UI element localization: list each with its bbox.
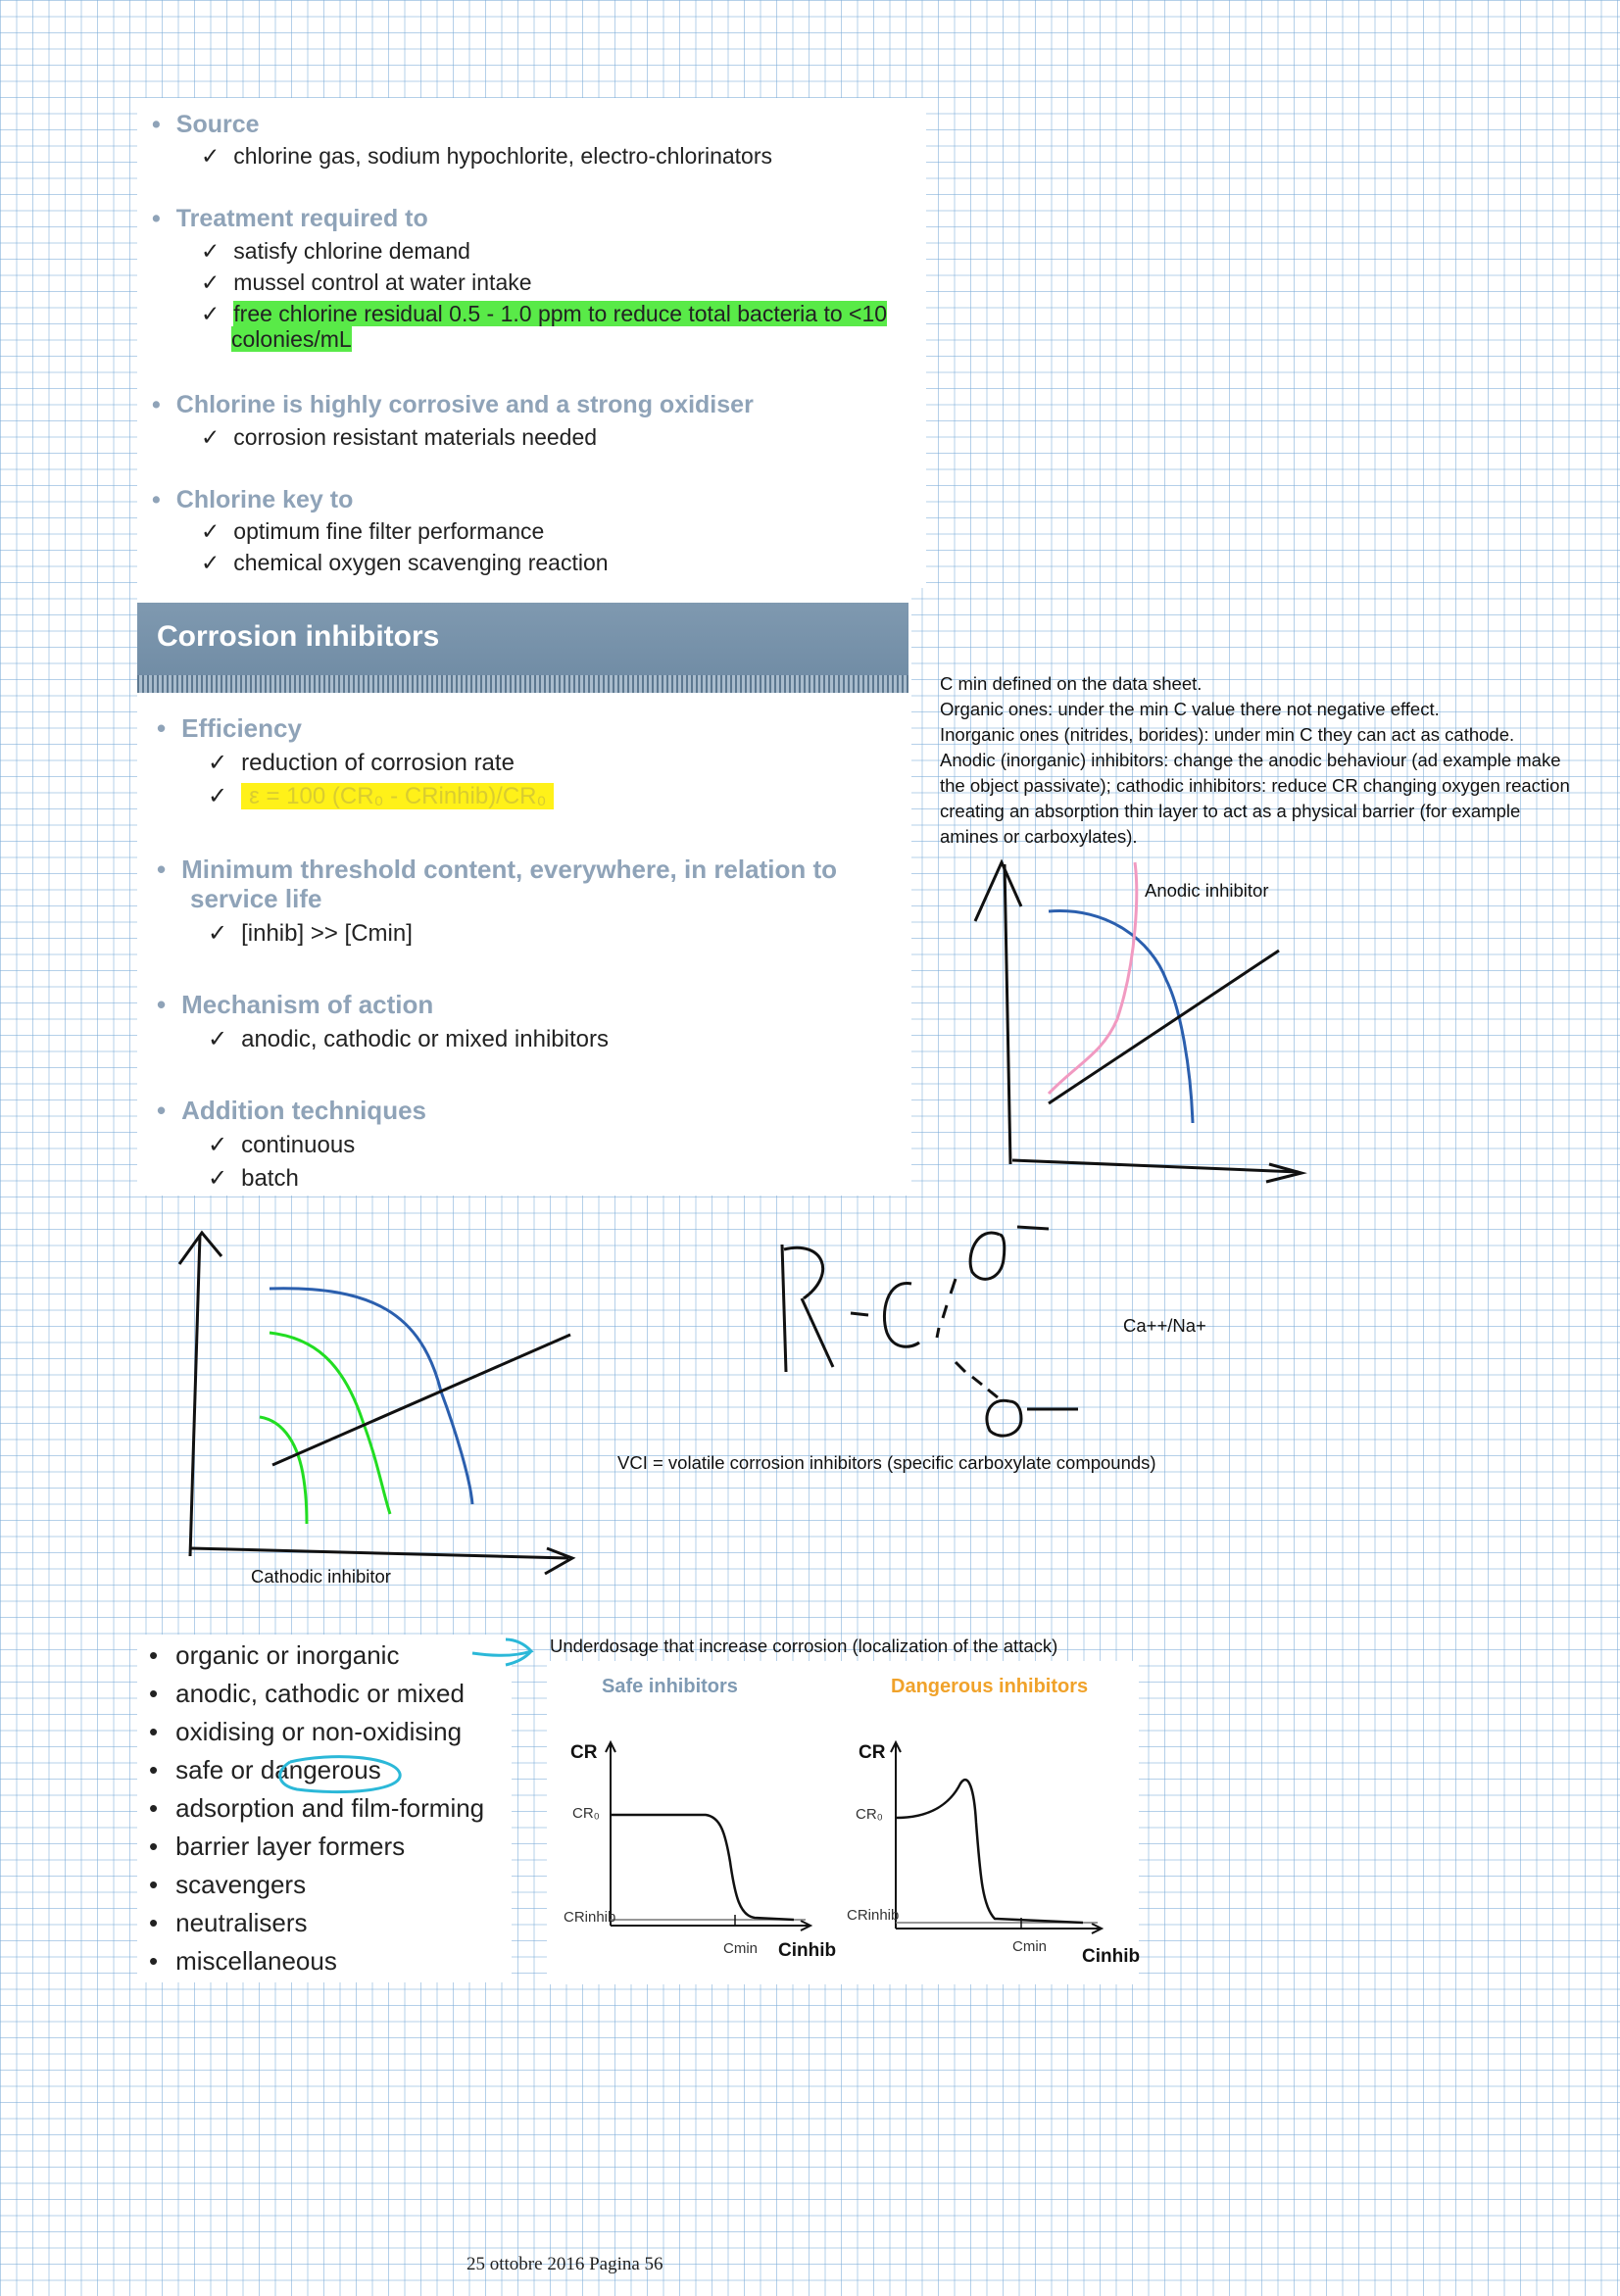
note-line: Inorganic ones (nitrides, borides): under min C they can act as cathode. bbox=[940, 724, 1515, 745]
note-line: the object passivate); cathodic inhibitors: reduce CR changing oxygen reaction bbox=[940, 775, 1570, 796]
cmin-label: Cmin bbox=[1012, 1938, 1048, 1955]
y-axis bbox=[1005, 864, 1010, 1164]
note-line: Anodic (inorganic) inhibitors: change the anodic behaviour (ad example make bbox=[940, 750, 1561, 770]
list-item: • oxidising or non-oxidising bbox=[149, 1717, 463, 1746]
check-item: ✓ [inhib] >> [Cmin] bbox=[208, 920, 413, 947]
cyan-arrow-scribble bbox=[470, 1632, 549, 1671]
check-icon: ✓ bbox=[201, 269, 221, 295]
section-title: • Chlorine key to bbox=[152, 486, 354, 513]
check-icon: ✓ bbox=[208, 783, 228, 809]
check-icon: ✓ bbox=[208, 750, 228, 776]
vci-note: VCI = volatile corrosion inhibitors (specific carboxylate compounds) bbox=[617, 1452, 1156, 1473]
list-item: • safe or dangerous bbox=[149, 1755, 381, 1784]
list-item: • anodic, cathodic or mixed bbox=[149, 1679, 465, 1708]
green-curve-outer bbox=[270, 1333, 390, 1514]
cathodic-inhibitor-label: Cathodic inhibitor bbox=[251, 1566, 391, 1587]
check-item: ✓ chlorine gas, sodium hypochlorite, electro-chlorinators bbox=[201, 143, 772, 169]
anodic-blue-curve bbox=[1049, 911, 1193, 1123]
green-curve-inner bbox=[260, 1417, 307, 1524]
list-item: • miscellaneous bbox=[149, 1946, 337, 1976]
banner-stripes bbox=[137, 675, 908, 693]
notes-block bbox=[940, 671, 1570, 850]
check-icon: ✓ bbox=[201, 143, 221, 169]
check-item: ✓ anodic, cathodic or mixed inhibitors bbox=[208, 1026, 609, 1052]
cr0-label: CR₀ bbox=[856, 1806, 883, 1823]
crinhib-label: CRinhib bbox=[847, 1907, 900, 1924]
banner-corrosion-inhibitors bbox=[137, 603, 908, 693]
safe-curve bbox=[611, 1815, 794, 1920]
cathodic-line bbox=[272, 1335, 570, 1465]
y-axis bbox=[190, 1235, 200, 1556]
banner-title: Corrosion inhibitors bbox=[157, 620, 440, 653]
check-item: ✓ reduction of corrosion rate bbox=[208, 750, 515, 776]
o-bottom bbox=[987, 1400, 1021, 1436]
check-icon: ✓ bbox=[208, 1165, 228, 1192]
section-title: • Chlorine is highly corrosive and a strong oxidiser bbox=[152, 391, 754, 418]
cr-axis-label: CR bbox=[859, 1742, 886, 1763]
blue-curve bbox=[270, 1289, 472, 1504]
cr0-label: CR₀ bbox=[572, 1805, 600, 1822]
x-axis bbox=[1012, 1160, 1299, 1172]
c-letter bbox=[884, 1284, 919, 1347]
section-title-continuation: service life bbox=[190, 884, 322, 913]
note-line: Organic ones: under the min C value there not negative effect. bbox=[940, 699, 1440, 719]
x-axis bbox=[191, 1548, 568, 1558]
note-line: amines or carboxylates). bbox=[940, 826, 1138, 847]
check-icon: ✓ bbox=[201, 518, 221, 544]
anodic-inhibitor-label: Anodic inhibitor bbox=[1145, 880, 1269, 901]
underdosage-note: Underdosage that increase corrosion (localization of the attack) bbox=[550, 1636, 1058, 1656]
cinhib-label: Cinhib bbox=[778, 1940, 837, 1961]
r-letter bbox=[782, 1245, 833, 1372]
list-item: • scavengers bbox=[149, 1870, 307, 1899]
safe-inhibitors-title: Safe inhibitors bbox=[602, 1676, 738, 1697]
check-item: ✓ mussel control at water intake bbox=[201, 269, 532, 295]
check-item: ✓ satisfy chlorine demand bbox=[201, 238, 470, 264]
o-top bbox=[970, 1233, 1005, 1279]
list-item: • neutralisers bbox=[149, 1908, 308, 1937]
cyan-circle-scribble bbox=[272, 1752, 410, 1799]
note-line: C min defined on the data sheet. bbox=[940, 673, 1203, 694]
check-icon: ✓ bbox=[208, 920, 228, 947]
check-item: ✓ chemical oxygen scavenging reaction bbox=[201, 550, 609, 575]
check-item: ✓ optimum fine filter performance bbox=[201, 518, 545, 544]
check-icon: ✓ bbox=[201, 424, 221, 450]
list-item: • organic or inorganic bbox=[149, 1640, 400, 1670]
section-title: • Mechanism of action bbox=[157, 990, 434, 1019]
cathodic-inhibitor-sketch bbox=[176, 1225, 588, 1588]
dangerous-curve bbox=[896, 1780, 1083, 1923]
cinhib-label: Cinhib bbox=[1082, 1946, 1141, 1967]
check-item: ✓ batch bbox=[208, 1165, 299, 1192]
dash bbox=[851, 1313, 868, 1315]
x-axis-arrow bbox=[545, 1548, 572, 1574]
note-line: creating an absorption thin layer to act as a physical barrier (for example bbox=[940, 801, 1521, 821]
check-item-highlighted: ✓ ε = 100 (CR₀ - CRinhib)/CR₀ bbox=[208, 782, 554, 810]
check-icon: ✓ bbox=[201, 550, 221, 575]
check-icon: ✓ bbox=[208, 1026, 228, 1052]
section-title: • Addition techniques bbox=[157, 1096, 426, 1125]
check-icon: ✓ bbox=[208, 1132, 228, 1158]
check-item-highlighted: ✓ free chlorine residual 0.5 - 1.0 ppm to reduce total bacteria to <10 bbox=[201, 301, 888, 326]
list-item: • barrier layer formers bbox=[149, 1832, 406, 1861]
minus-top bbox=[1017, 1227, 1049, 1229]
check-item-continuation: colonies/mL bbox=[231, 326, 352, 352]
list-item: • adsorption and film-forming bbox=[149, 1793, 485, 1823]
ions-label: Ca++/Na+ bbox=[1123, 1315, 1206, 1336]
page-footer: 25 ottobre 2016 Pagina 56 bbox=[466, 2254, 663, 2274]
dashed-bond-down bbox=[956, 1362, 998, 1397]
crinhib-label: CRinhib bbox=[564, 1909, 616, 1926]
dangerous-inhibitors-title: Dangerous inhibitors bbox=[891, 1676, 1089, 1697]
classification-list bbox=[149, 1640, 484, 1984]
carboxylate-sketch bbox=[764, 1196, 1098, 1441]
y-axis-arrow bbox=[975, 862, 1021, 921]
section-title: • Minimum threshold content, everywhere, in relation to bbox=[157, 855, 837, 884]
check-icon: ✓ bbox=[201, 301, 221, 326]
cr-axis-label: CR bbox=[570, 1742, 598, 1763]
section-title: • Treatment required to bbox=[152, 205, 428, 232]
cmin-label: Cmin bbox=[723, 1940, 759, 1957]
section-title: • Efficiency bbox=[157, 713, 302, 743]
x-axis-arrow bbox=[1266, 1164, 1301, 1182]
dashed-bond-up bbox=[937, 1279, 956, 1338]
dangerous-inhibitors-chart bbox=[843, 1734, 1137, 1979]
check-item: ✓ continuous bbox=[208, 1132, 356, 1158]
check-icon: ✓ bbox=[201, 238, 221, 264]
check-item: ✓ corrosion resistant materials needed bbox=[201, 424, 598, 450]
anodic-pink-curve bbox=[1049, 862, 1137, 1094]
section-title: • Source bbox=[152, 111, 260, 138]
